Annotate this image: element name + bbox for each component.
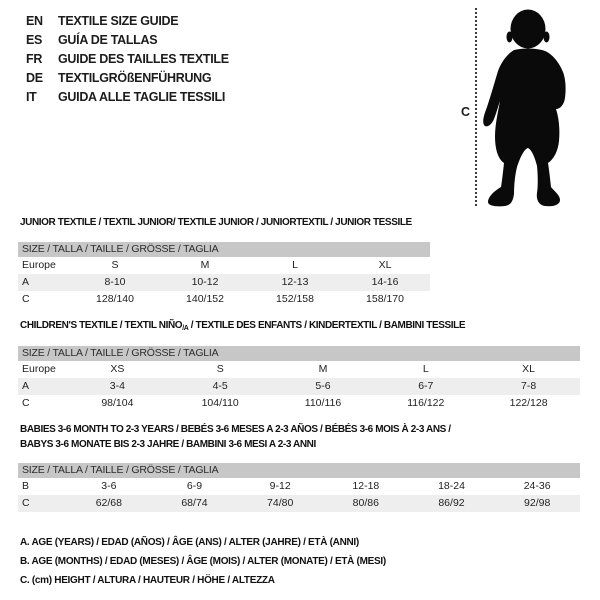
table-row <box>18 291 430 308</box>
cell: S <box>216 363 224 375</box>
row-label: A <box>22 380 30 392</box>
cell: 10-12 <box>191 276 219 288</box>
cell: 104/110 <box>201 397 239 409</box>
table-row <box>18 495 580 512</box>
language-row <box>26 68 229 87</box>
cell: 110/116 <box>304 397 342 409</box>
title-subscript: /A <box>182 325 189 332</box>
row-label: C <box>22 497 30 509</box>
junior-size-table <box>18 242 430 308</box>
children-size-table <box>18 346 580 412</box>
cell: M <box>318 363 328 375</box>
language-label: GUIDE DES TAILLES TEXTILE <box>58 51 229 66</box>
cell: 128/140 <box>96 293 134 305</box>
cell: 9-12 <box>269 480 291 492</box>
cell: 18-24 <box>438 480 465 492</box>
cell: 5-6 <box>315 380 331 392</box>
legend-line-a: A. AGE (YEARS) / EDAD (AÑOS) / ÂGE (ANS) / ALTER (JAHRE) / ETÀ (ANNI) <box>20 537 359 548</box>
cell: XL <box>378 259 392 271</box>
row-label: Europe <box>22 363 56 375</box>
language-row <box>26 11 229 30</box>
row-label: Europe <box>22 259 56 271</box>
language-label: GUÍA DE TALLAS <box>58 32 158 47</box>
measurement-legend <box>20 533 386 590</box>
language-row <box>26 49 229 68</box>
title-line: BABIES 3-6 MONTH TO 2-3 YEARS / BEBÉS 3-6 MESES A 2-3 AÑOS / BÉBÉS 3-6 MOIS À 2-3 ANS / <box>20 424 451 435</box>
language-label: TEXTILGRÖßENFÜHRUNG <box>58 70 212 85</box>
table-row <box>18 257 430 274</box>
table-row <box>18 361 580 378</box>
table-row <box>18 274 430 291</box>
cell: 122/128 <box>509 397 548 409</box>
language-code: FR <box>26 51 43 66</box>
row-label: B <box>22 480 30 492</box>
cell: 86/92 <box>438 497 465 509</box>
table-row <box>18 378 580 395</box>
size-header-bar: SIZE / TALLA / TAILLE / GRÖSSE / TAGLIA <box>18 346 580 361</box>
cell: XL <box>522 363 536 375</box>
language-list <box>26 11 229 106</box>
cell: S <box>111 259 119 271</box>
size-header-bar: SIZE / TALLA / TAILLE / GRÖSSE / TAGLIA <box>18 463 580 478</box>
title-text: / TEXTILE DES ENFANTS / KINDERTEXTIL / BAMBINI TESSILE <box>188 320 466 331</box>
cell: 62/68 <box>95 497 122 509</box>
language-code: EN <box>26 13 43 28</box>
cell: XS <box>110 363 125 375</box>
table-row <box>18 478 580 495</box>
cell: 98/104 <box>101 397 134 409</box>
cell: 12-13 <box>281 276 309 288</box>
cell: 12-18 <box>352 480 380 492</box>
language-label: GUIDA ALLE TAGLIE TESSILI <box>58 89 226 104</box>
cell: 116/122 <box>407 397 445 409</box>
cell: 6-9 <box>186 480 203 492</box>
language-label: TEXTILE SIZE GUIDE <box>58 13 179 28</box>
table-title-babies <box>20 422 451 452</box>
cell: L <box>422 363 429 375</box>
cell: 158/170 <box>366 293 404 305</box>
cell: 74/80 <box>267 497 294 509</box>
cell: 14-16 <box>371 276 399 288</box>
table-title-children <box>20 320 465 332</box>
cell: 8-10 <box>104 276 126 288</box>
size-header-bar: SIZE / TALLA / TAILLE / GRÖSSE / TAGLIA <box>18 242 430 257</box>
legend-line-b: B. AGE (MONTHS) / EDAD (MESES) / ÂGE (MOIS) / ALTER (MONATE) / ETÀ (MESI) <box>20 556 386 567</box>
cell: 152/158 <box>276 293 314 305</box>
height-measure-label: C <box>461 105 471 119</box>
row-label: A <box>22 276 30 288</box>
toddler-silhouette-icon <box>482 8 568 208</box>
language-code: DE <box>26 70 43 85</box>
table-title-junior: JUNIOR TEXTILE / TEXTIL JUNIOR/ TEXTILE JUNIOR / JUNIORTEXTIL / JUNIOR TESSILE <box>20 217 412 228</box>
cell: 3-4 <box>109 380 125 392</box>
cell: 92/98 <box>524 497 551 509</box>
table-row <box>18 395 580 412</box>
cell: M <box>200 259 210 271</box>
title-line: BABYS 3-6 MONATE BIS 2-3 JAHRE / BAMBINI 3-6 MESI A 2-3 ANNI <box>20 439 316 450</box>
cell: 140/152 <box>186 293 224 305</box>
row-label: C <box>22 397 30 409</box>
language-code: ES <box>26 32 43 47</box>
cell: 80/86 <box>352 497 379 509</box>
title-text: CHILDREN'S TEXTILE / TEXTIL NIÑO <box>20 320 183 331</box>
babies-size-table <box>18 463 580 512</box>
language-row <box>26 87 229 106</box>
cell: 3-6 <box>101 480 117 492</box>
legend-line-c: C. (cm) HEIGHT / ALTURA / HAUTEUR / HÖHE / ALTEZZA <box>20 575 275 586</box>
height-measure-dotted-line <box>475 8 477 206</box>
language-code: IT <box>26 89 37 104</box>
cell: 68/74 <box>181 497 208 509</box>
cell: 4-5 <box>212 380 228 392</box>
cell: 6-7 <box>418 380 434 392</box>
cell: L <box>292 259 298 271</box>
row-label: C <box>22 293 30 305</box>
cell: 24-36 <box>523 480 551 492</box>
language-row <box>26 30 229 49</box>
cell: 7-8 <box>521 380 537 392</box>
